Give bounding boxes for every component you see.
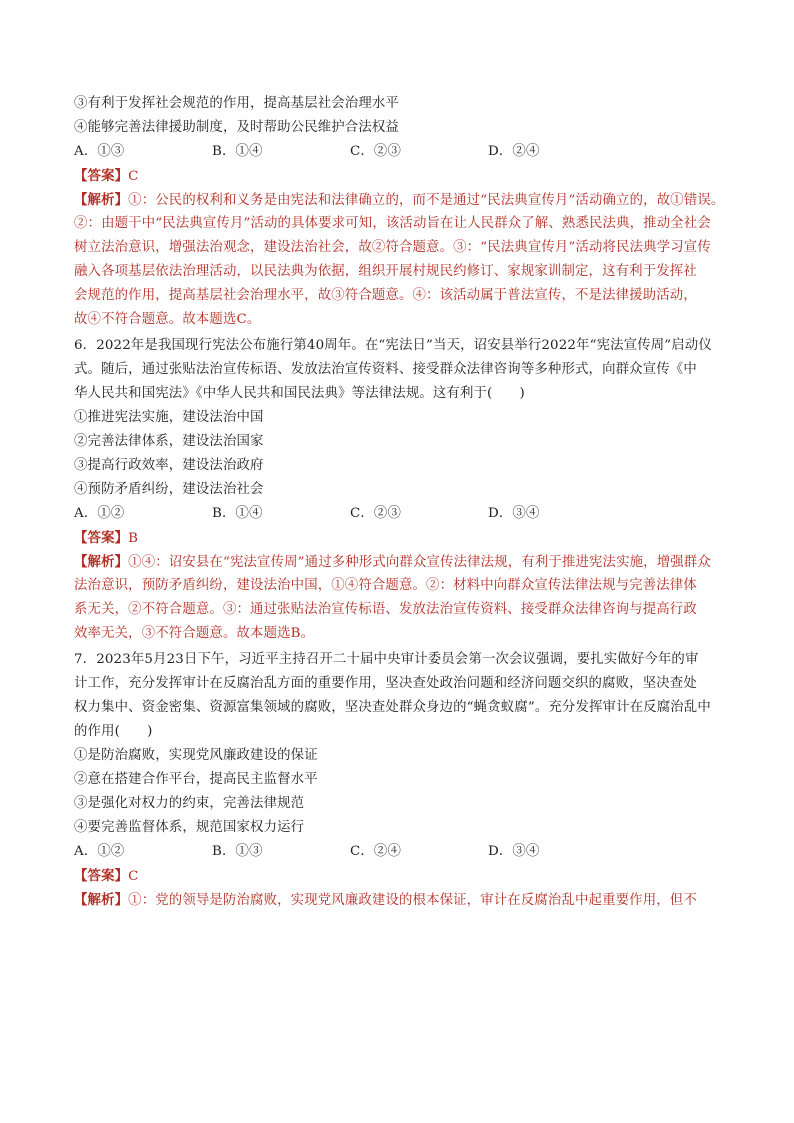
q7-options [74, 840, 724, 864]
q7-option-a: A．①② [74, 844, 125, 859]
q6-explain-line-1 [74, 550, 724, 574]
q6-stem-line-1: 6．2022年是我国现行宪法公布施行第40周年。在“宪法日”当天，诏安县举行2022年“宪法宣传周”启动仪 [74, 338, 712, 353]
q5-answer-tag: 【答案】 [74, 168, 129, 184]
q5-answer-value: C [128, 169, 139, 184]
q6-answer-value: B [128, 531, 139, 546]
q7-explain-tag: 【解析】 [74, 892, 129, 908]
q7-stem-line-3: 权力集中、资金密集、资源富集领域的腐败，坚决查处群众身边的“蝇贪蚁腐”。充分发挥审计在反腐治乱中 [74, 700, 711, 715]
q6-explain-line-4: 效率无关，③不符合题意。故本题选B。 [74, 626, 315, 641]
page-content [74, 92, 724, 912]
q7-option-d: D．③④ [488, 844, 540, 859]
q5-item-4: ④能够完善法律援助制度，及时帮助公民维护合法权益 [74, 120, 399, 135]
q7-item-2: ②意在搭建合作平台，提高民主监督水平 [74, 772, 318, 787]
q6-explain-tag: 【解析】 [74, 554, 129, 570]
q7-item-4: ④要完善监督体系，规范国家权力运行 [74, 820, 305, 835]
q6-option-c: C．②③ [350, 506, 402, 521]
q5-option-a: A．①③ [74, 144, 125, 159]
q5-item-3: ③有利于发挥社会规范的作用，提高基层社会治理水平 [74, 96, 399, 111]
q6-explain-line-3: 系无关，②不符合题意。③：通过张贴法治宣传标语、发放法治宣传资料、接受群众法律咨询与提高行政 [74, 602, 697, 617]
q7-option-b: B．①③ [212, 844, 263, 859]
q6-stem-line-2: 式。随后，通过张贴法治宣传标语、发放法治宣传资料、接受群众法律咨询等多种形式，向群众宣传《中 [74, 362, 697, 377]
q7-item-3: ③是强化对权力的约束，完善法律规范 [74, 796, 305, 811]
q6-explain-text-1: ①④：诏安县在“宪法宣传周”通过多种形式向群众宣传法律法规，有利于推进宪法实施，增强群众 [128, 555, 711, 570]
q5-options [74, 140, 724, 164]
q6-item-3: ③提高行政效率，建设法治政府 [74, 458, 264, 473]
q6-stem-line-3: 华人民共和国宪法》《中华人民共和国民法典》等法律法规。这有利于( ) [74, 386, 525, 401]
q6-option-b: B．①④ [212, 506, 263, 521]
q5-explain-line-5: 会规范的作用，提高基层社会治理水平，故③符合题意。④：该活动属于普法宣传，不是法律援助活动， [74, 288, 697, 303]
q7-explain-line-1 [74, 888, 724, 912]
q6-explain-line-2: 法治意识，预防矛盾纠纷，建设法治中国，①④符合题意。②：材料中向群众宣传法律法规与完善法律体 [74, 578, 697, 593]
q7-stem-line-2: 计工作，充分发挥审计在反腐治乱方面的重要作用，坚决查处政治问题和经济问题交织的腐败，坚决查处 [74, 676, 697, 691]
q7-option-c: C．②④ [350, 844, 402, 859]
q5-option-b: B．①④ [212, 144, 263, 159]
q7-answer-value: C [128, 869, 139, 884]
q5-explain-line-6: 故④不符合题意。故本题选C。 [74, 312, 261, 327]
q6-item-2: ②完善法律体系，建设法治国家 [74, 434, 264, 449]
q6-item-4: ④预防矛盾纠纷，建设法治社会 [74, 482, 264, 497]
q6-item-1: ①推进宪法实施，建设法治中国 [74, 410, 264, 425]
q5-answer [74, 164, 724, 188]
q5-explain-line-3: 树立法治意识，增强法治观念，建设法治社会，故②符合题意。③：“民法典宣传月”活动将民法典学习宣传 [74, 240, 711, 255]
q6-answer-tag: 【答案】 [74, 530, 129, 546]
q5-explain-line-2: ②：由题干中“民法典宣传月”活动的具体要求可知，该活动旨在让人民群众了解、熟悉民法典，推动全社会 [74, 216, 711, 231]
q7-answer-tag: 【答案】 [74, 868, 129, 884]
q5-explain-line-1 [74, 188, 724, 212]
q6-option-a: A．①② [74, 506, 125, 521]
q7-item-1: ①是防治腐败，实现党风廉政建设的保证 [74, 748, 318, 763]
q5-explain-tag: 【解析】 [74, 192, 129, 208]
q7-explain-text-1: ①：党的领导是防治腐败，实现党风廉政建设的根本保证，审计在反腐治乱中起重要作用，但不 [128, 893, 697, 908]
q7-answer [74, 864, 724, 888]
q6-option-d: D．③④ [488, 506, 540, 521]
q6-answer [74, 526, 724, 550]
q7-stem-line-4: 的作用( ) [74, 724, 153, 739]
q5-option-c: C．②③ [350, 144, 402, 159]
q7-stem-line-1: 7．2023年5月23日下午，习近平主持召开二十届中央审计委员会第一次会议强调，要扎实做好今年的审 [74, 652, 699, 667]
q5-option-d: D．②④ [488, 144, 540, 159]
q6-options [74, 502, 724, 526]
q5-explain-text-1: ①：公民的权利和义务是由宪法和法律确立的，而不是通过“民法典宣传月”活动确立的，故①错误。 [128, 193, 725, 208]
q5-explain-line-4: 融入各项基层依法治理活动，以民法典为依据，组织开展村规民约修订、家规家训制定，这有利于发挥社 [74, 264, 697, 279]
